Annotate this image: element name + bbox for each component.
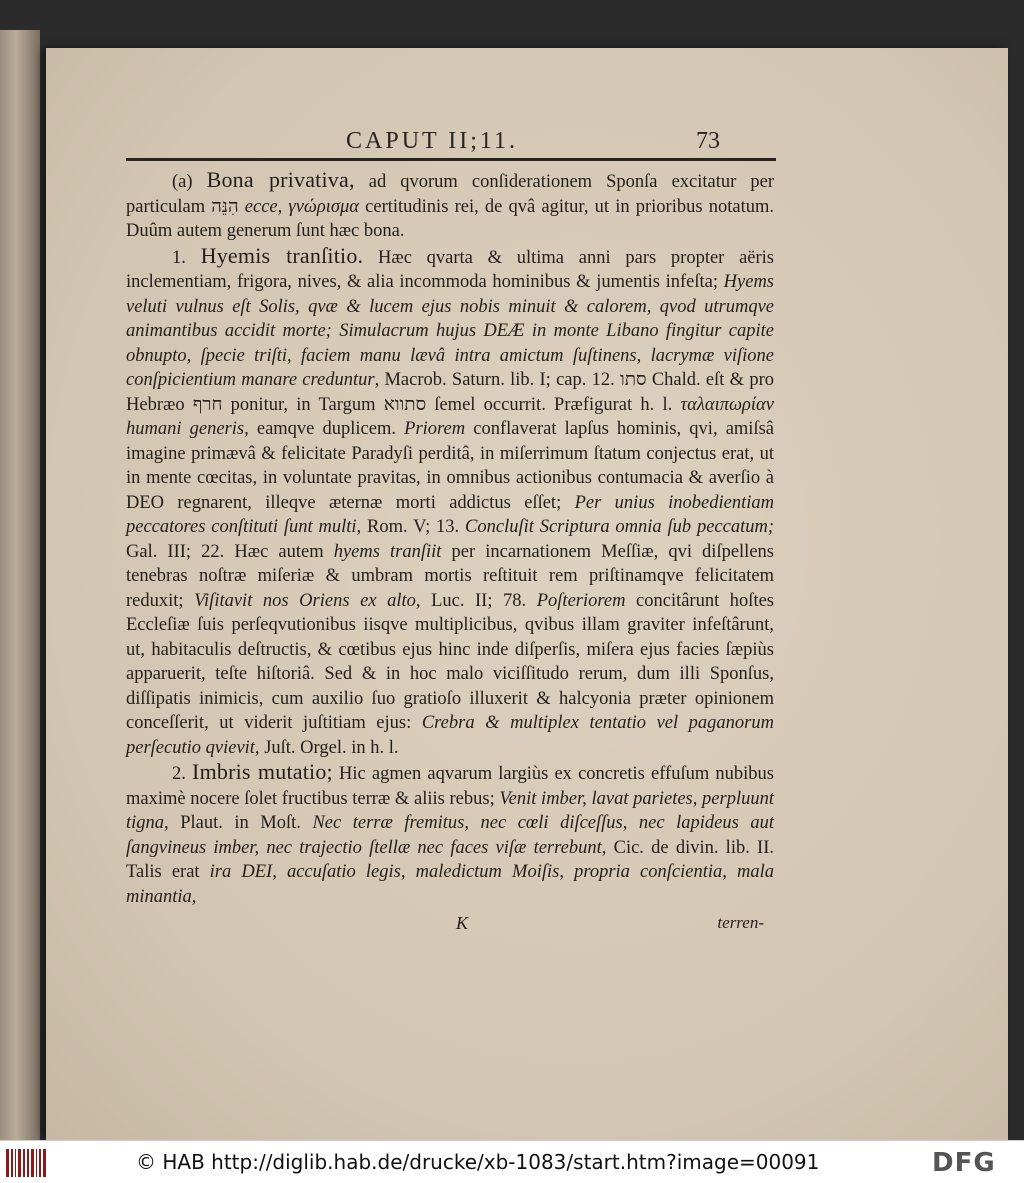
text-run: Hic agmen aqvarum largiùs ex concretis effuſum nubibus maximè nocere ſolet fructibus terræ & aliis rebus; [126,764,774,809]
paragraph-imbris [126,760,774,909]
hebrew-word: הִנֵּה [211,196,239,217]
text-run: Luc. II; 78. [420,590,537,611]
hebrew-word: סתווא [383,394,427,415]
dfg-logo: DFG [932,1148,996,1178]
copyright-link[interactable]: © HAB http://diglib.hab.de/drucke/xb-1083/start.htm?image=00091 [136,1150,820,1174]
catchword: terren- [717,913,764,932]
italic-run: Per unius inobedientiam peccatores conſtituti ſunt multi, [126,492,774,537]
text-run: conflaverat lapſus hominis, qvi, amiſsâ imagine primævâ & felicitate Paradyſi perditâ, in miſerrimum ſtatum conjectus erat, ut in mente cœcitas, in voluntate pravitas, in omnibus actionibus contumacia & averſio à DEO regnarent, illeqve æternæ morti addictus eſſet; [126,419,774,513]
text-run: eamqve duplicem. [248,419,405,439]
text-run: Rom. V; 13. [361,517,466,537]
page-number: 73 [696,128,720,154]
italic-run: Viſitavit nos Oriens ex alto, [194,590,421,611]
text-run: certitudinis rei, de qvâ agitur, ut in prioribus notatum. Duûm autem generum ſunt hæc bona. [126,196,774,241]
italic-run: ecce, γνώρισμα [244,196,359,217]
paragraph-label: 2. [172,764,193,784]
signature-mark: K [456,913,469,933]
copyright-bar [0,1140,1024,1183]
italic-run: Nec terræ fremitus, nec cœli diſceſſus, nec lapideus aut ſangvineus imber, nec trajectio ſtellæ nec faces viſæ terrebunt, [126,813,774,858]
italic-run: Poſteriorem [536,590,626,611]
text-run: , Macrob. Saturn. lib. I; cap. 12. [374,370,621,390]
text-run: Cic. de divin. lib. II. Talis erat [126,837,774,882]
section-heading: Hyemis tranſitio. [200,242,364,268]
text-run: Plaut. in Moſt. [168,813,313,833]
italic-run: hyems tranſiit [333,541,442,562]
italic-run: Hyems veluti vulnus eſt Solis, qvæ & lucem ejus nobis minuit & calorem, qvod utrumqve animantibus accidit morte; Simulacrum hujus DEÆ in monte Libano fingitur capite obnupto, ſpecie triſti, faciem manu lævâ intra amictum ſuſtinens, lacrymæ viſione conſpicientium manare creduntur [126,272,774,390]
text-run: ad qvorum conſiderationem Sponſa excitatur per particulam [126,172,774,217]
text-run: Gal. III; 22. Hæc autem [126,541,334,562]
text-run: Juſt. Orgel. in h. l. [259,737,399,758]
text-run: concitârunt hoſtes Eccleſiæ ſuis perſeqvutionibus iisqve multiplicibus, qvibus illam graviter infeſtârunt, ut, habitaculis deſtructis, & cœtibus ejus hinc inde diſperſis, miſera ejus facies ſæpiùs apparuerit, teſte hiſtoriâ. Sed & in hoc malo viciſſitudo rerum, dum illi Sponſus, diſſipatis inimicis, cum auxilio ſuo gratioſo illuxerit & halcyonia præter opinionem conceſſerit, ut viderit juſtitiam ejus: [126,590,774,733]
paragraph-label: 1. [172,247,201,268]
italic-run: ταλαιπωρίαν humani generis, [126,394,774,439]
italic-run: Priorem [404,419,466,439]
text-run: Chald. eſt & pro Hebræo [126,370,774,415]
text-run: ponitur, in Targum [222,394,384,415]
section-heading: Imbris mutatio; [192,759,333,784]
paragraph-hyemis [126,244,774,761]
hebrew-word: חרף [192,394,223,415]
running-head: CAPUT II;11. [346,128,519,154]
text-run: per incarnationem Meſſiæ, qvi diſpellens tenebras noſtræ miſeriæ & umbram mortis reſtituit rem priſtinamqve felicitatem reduxit; [126,541,774,611]
italic-run: Venit imber, lavat parietes, perpluunt tigna, [126,788,774,833]
page-header [126,128,726,162]
text-run: Hæc qvarta & ultima anni pars propter aëris inclementiam, frigora, nives, & alia incommoda hominibus & jumentis infeſta; [126,247,775,292]
page-text [126,168,774,937]
paragraph-label: (a) [172,172,207,192]
barcode-icon [6,1149,46,1177]
book-page [46,48,1008,1140]
text-run: ſemel occurrit. Præfigurat h. l. [426,394,681,415]
section-heading: Bona privativa, [206,167,355,192]
italic-run: ira DEI, accuſatio legis, maledictum Moiſis, propria conſcientia, mala minantia, [126,862,774,907]
header-rule [126,158,776,161]
paragraph-bona-privativa [126,168,774,244]
left-page-edge [0,30,40,1140]
page-footer [126,911,774,937]
italic-run: Concluſit Scriptura omnia ſub peccatum; [465,517,775,537]
italic-run: Crebra & multiplex tentatio vel paganorum perſecutio qvievit, [126,713,774,758]
hebrew-word: סתו [620,370,647,390]
